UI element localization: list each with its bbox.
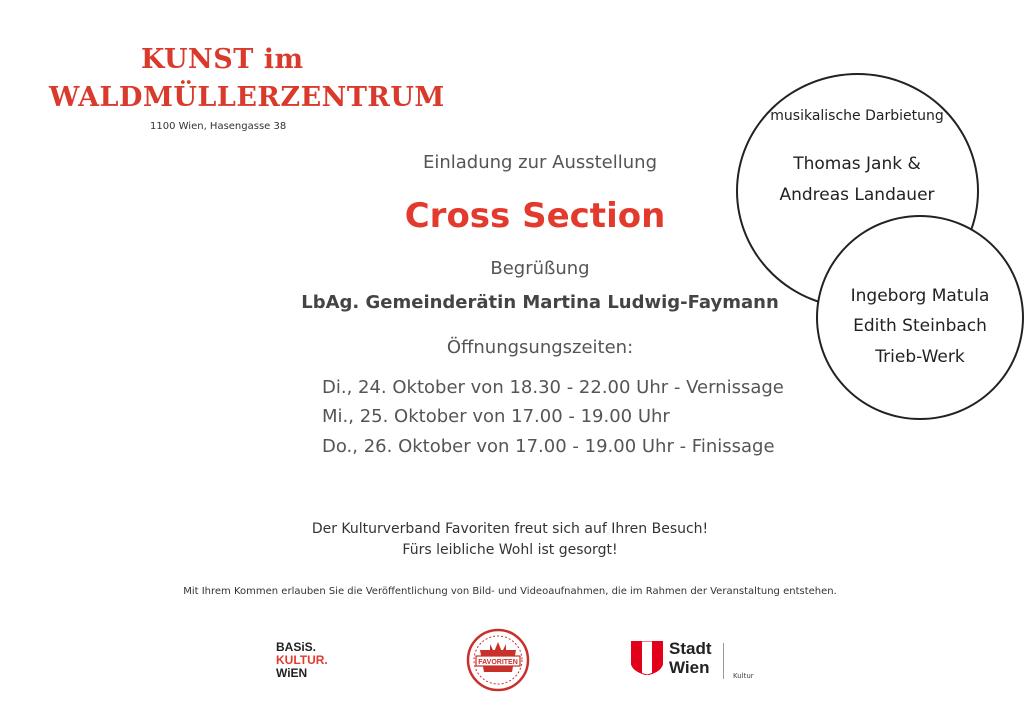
wien-shield-icon xyxy=(631,641,663,675)
stadt-wien-kultur-label: Kultur xyxy=(733,672,754,680)
logo-title-line2: WALDMÜLLERZENTRUM xyxy=(49,82,445,113)
logo-title-line1: KUNST im xyxy=(141,44,304,75)
stadt-wien-text: Wien xyxy=(669,658,710,677)
basis-logo-line: BASiS. xyxy=(276,640,317,654)
exhibition-title: Cross Section xyxy=(404,196,666,236)
performer-name: Andreas Landauer xyxy=(779,185,935,205)
photo-disclaimer: Mit Ihrem Kommen erlauben Sie die Veröffentlichung von Bild- und Videoaufnahmen, die im Rahmen der Veranstaltung entstehen. xyxy=(183,586,837,597)
favoriten-seal-text: FAVORITEN xyxy=(478,659,518,666)
basis-kultur-wien-logo xyxy=(276,641,328,680)
speaker-name: LbAg. Gemeinderätin Martina Ludwig-Faymann xyxy=(301,292,779,313)
welcome-message: Der Kulturverband Favoriten freut sich auf Ihren Besuch! xyxy=(311,521,709,537)
favoriten-seal-logo xyxy=(466,628,530,692)
artist-name: Trieb-Werk xyxy=(875,347,965,367)
opening-hours-title: Öffnungsungszeiten: xyxy=(446,337,634,358)
music-heading: musikalische Darbietung xyxy=(770,108,944,124)
opening-day-row: Mi., 25. Oktober von 17.00 - 19.00 Uhr xyxy=(322,406,670,427)
opening-day-row: Do., 26. Oktober von 17.00 - 19.00 Uhr - Finissage xyxy=(322,436,775,457)
catering-note: Fürs leibliche Wohl ist gesorgt! xyxy=(402,542,618,558)
venue-address: 1100 Wien, Hasengasse 38 xyxy=(150,121,287,132)
basis-logo-line: KULTUR. xyxy=(276,653,328,667)
opening-day-row: Di., 24. Oktober von 18.30 - 22.00 Uhr - Vernissage xyxy=(322,377,784,398)
performer-name: Thomas Jank & xyxy=(793,154,921,174)
greeting-label: Begrüßung xyxy=(490,258,590,279)
stadt-wien-text: Stadt xyxy=(669,639,712,658)
logo-divider xyxy=(723,643,724,679)
artist-name: Ingeborg Matula xyxy=(850,286,990,306)
invitation-intro: Einladung zur Ausstellung xyxy=(422,152,658,173)
basis-logo-line: WiEN xyxy=(276,666,308,680)
stadt-wien-logo xyxy=(631,639,754,680)
artist-name: Edith Steinbach xyxy=(853,316,987,336)
